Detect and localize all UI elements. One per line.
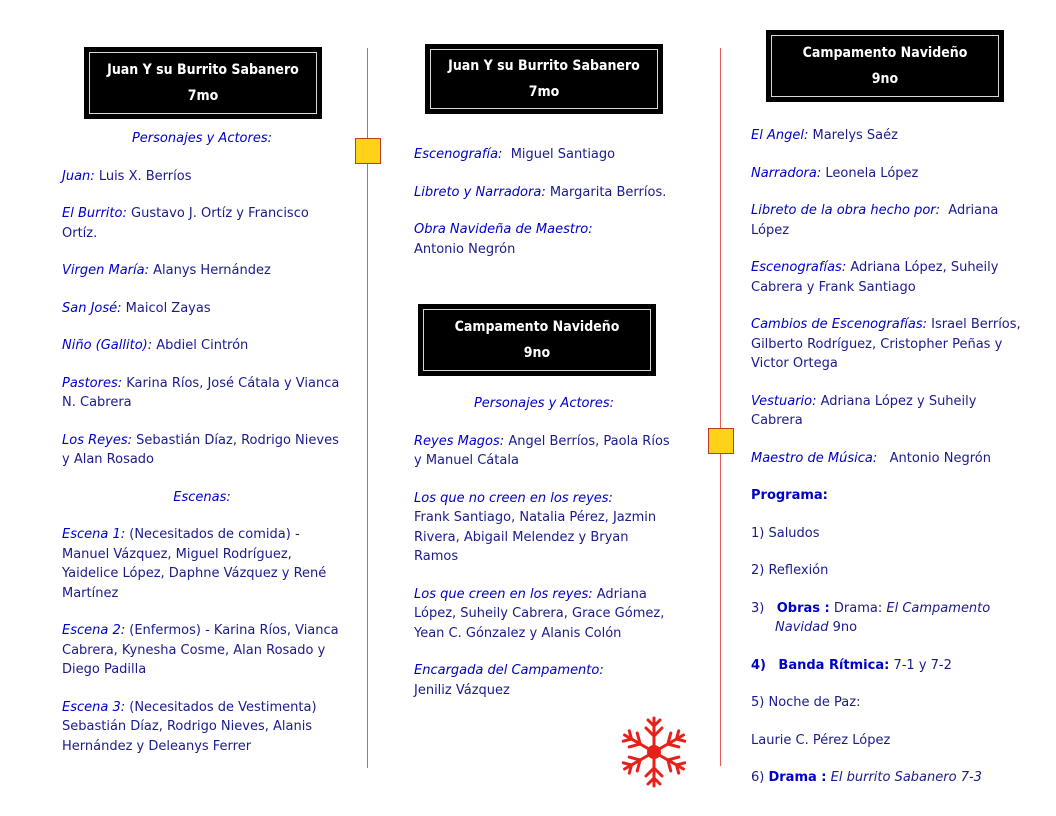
credit-line: Obra Navideña de Maestro: Antonio Negrón (414, 222, 593, 257)
credit-line: Libreto de la obra hecho por: Adriana López (751, 203, 999, 238)
credit-line: Escenografías: Adriana López, Suheily Cabrera y Frank Santiago (751, 260, 999, 295)
right-column (751, 126, 1031, 806)
panel-title: Campamento Navideño (802, 45, 968, 61)
role-line: Encargada del Campamento: Jeniliz Vázquez (414, 663, 604, 698)
role-line: El Burrito: Gustavo J. Ortíz y Francisco Ortíz. (62, 206, 309, 241)
panel-grade: 7mo (187, 88, 219, 104)
role-line: Pastores: Karina Ríos, José Cátala y Vianca N. Cabrera (62, 375, 340, 410)
program-title: Programa: (751, 488, 828, 503)
role-line: Juan: Luis X. Berríos (62, 168, 192, 184)
credit-line: El Angel: Marelys Saéz (751, 128, 898, 143)
decorative-square (708, 428, 734, 454)
role-line: Los que creen en los reyes: Adriana López, Suheily Cabrera, Grace Gómez, Yean C. Gónzalez y Alanis Colón (414, 586, 665, 641)
panel-title: Juan Y su Burrito Sabanero (448, 58, 640, 74)
title-box-middle-bottom (418, 304, 656, 376)
column-divider-right (720, 48, 721, 766)
decorative-square (355, 138, 381, 164)
panel-grade: 9no (523, 345, 551, 361)
program-item: 1) Saludos (751, 525, 820, 541)
role-line: Virgen María: Alanys Hernández (62, 263, 271, 278)
panel-title: Campamento Navideño (454, 319, 620, 335)
role-line: Niño (Gallito): Abdiel Cintrón (62, 338, 249, 353)
section-subtitle: Personajes y Actores: (131, 131, 273, 146)
section-subtitle: Personajes y Actores: (473, 396, 615, 411)
snowflake-icon (611, 714, 697, 790)
title-box-middle-top (425, 44, 663, 114)
credit-line: Libreto y Narradora: Margarita Berríos. (414, 184, 667, 200)
credit-line: Narradora: Leonela López (751, 165, 919, 181)
title-box-left (84, 47, 322, 119)
program-item: Laurie C. Pérez López (751, 732, 891, 748)
credit-line: Vestuario: Adriana López y Suheily Cabrera (751, 393, 977, 428)
panel-grade: 9no (871, 71, 899, 87)
program-item: 2) Reflexión (751, 563, 829, 578)
middle-credits (414, 145, 674, 277)
scenes-title: Escenas: (173, 489, 231, 505)
scene-line: Escena 1: (Necesitados de comida) - Manuel Vázquez, Miguel Rodríguez, Yaidelice López, Daphne Vázquez y René Martínez (62, 527, 327, 601)
credit-line: Cambios de Escenografías: Israel Berríos, Gilberto Rodríguez, Cristopher Peñas y Victor Ortega (751, 317, 1021, 371)
program-item: 6) Drama : El burrito Sabanero 7-3 (751, 770, 982, 785)
left-column (62, 129, 342, 774)
title-box-right (766, 30, 1004, 102)
program-item: 3) Obras : Drama: El Campamento Navidad 9no (751, 600, 991, 635)
program-item: 5) Noche de Paz: (751, 695, 861, 710)
role-line: Los que no creen en los reyes: Frank Santiago, Natalia Pérez, Jazmin Rivera, Abigail Melendez y Bryan Ramos (414, 490, 657, 564)
role-line: San José: Maicol Zayas (62, 300, 211, 316)
panel-title: Juan Y su Burrito Sabanero (107, 62, 299, 78)
scene-line: Escena 3: (Necesitados de Vestimenta) Sebastián Díaz, Rodrigo Nieves, Alanis Hernández y Deleanys Ferrer (62, 699, 317, 754)
program-item: 4) Banda Rítmica: 7-1 y 7-2 (751, 657, 952, 673)
scene-line: Escena 2: (Enfermos) - Karina Ríos, Vianca Cabrera, Kynesha Cosme, Alan Rosado y Diego Padilla (62, 623, 339, 677)
role-line: Los Reyes: Sebastián Díaz, Rodrigo Nieves y Alan Rosado (62, 432, 339, 467)
middle-column (414, 394, 674, 718)
credit-line: Escenografía: Miguel Santiago (414, 147, 616, 162)
panel-grade: 7mo (528, 84, 560, 100)
role-line: Reyes Magos: Angel Berríos, Paola Ríos y Manuel Cátala (414, 433, 670, 468)
credit-line: Maestro de Música: Antonio Negrón (751, 450, 991, 466)
